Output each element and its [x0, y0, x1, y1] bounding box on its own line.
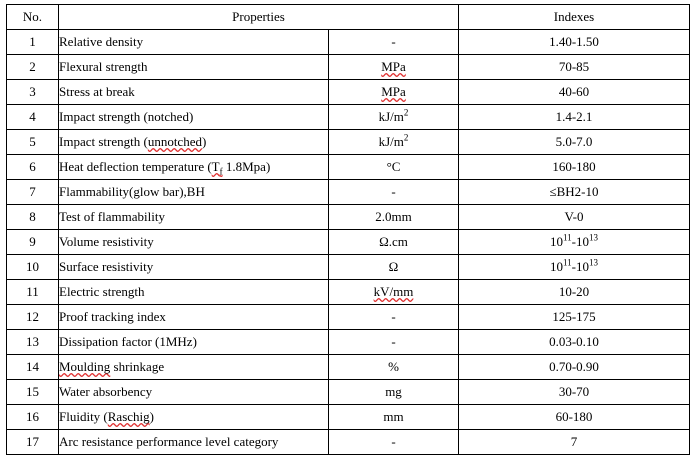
column-header-no: No.	[7, 5, 59, 30]
row-property: Proof tracking index	[59, 305, 329, 330]
row-property-misspelled: Moulding	[59, 359, 111, 374]
table-row	[7, 30, 690, 55]
row-number: 7	[7, 180, 59, 205]
table-row	[7, 230, 690, 255]
table-header-row	[7, 5, 690, 30]
row-property-misspelled: Raschig	[107, 409, 150, 424]
table-row	[7, 80, 690, 105]
row-property: Test of flammability	[59, 205, 329, 230]
row-property: Impact strength (unnotched)	[59, 130, 329, 155]
row-unit: -	[329, 430, 459, 455]
row-index: 0.03-0.10	[459, 330, 690, 355]
index-exponent: 11	[562, 232, 572, 243]
table-row	[7, 305, 690, 330]
row-property: Volume resistivity	[59, 230, 329, 255]
row-number: 6	[7, 155, 59, 180]
row-index: 5.0-7.0	[459, 130, 690, 155]
row-unit: -	[329, 180, 459, 205]
row-unit: mg	[329, 380, 459, 405]
row-number: 16	[7, 405, 59, 430]
table-row	[7, 330, 690, 355]
unit-exponent: 2	[403, 132, 409, 143]
row-index: 70-85	[459, 55, 690, 80]
row-number: 15	[7, 380, 59, 405]
row-number: 17	[7, 430, 59, 455]
row-unit: %	[329, 355, 459, 380]
row-unit: $kJ/m^2$	[329, 105, 459, 130]
row-index: 10-20	[459, 280, 690, 305]
row-index: 160-180	[459, 155, 690, 180]
row-index: V-0	[459, 205, 690, 230]
row-unit: -	[329, 30, 459, 55]
table-row	[7, 205, 690, 230]
table-row	[7, 405, 690, 430]
row-unit: $kJ/m^2$	[329, 130, 459, 155]
row-index: 125-175	[459, 305, 690, 330]
properties-table	[6, 4, 690, 455]
row-number: 4	[7, 105, 59, 130]
row-number: 12	[7, 305, 59, 330]
row-number: 3	[7, 80, 59, 105]
row-unit: mm	[329, 405, 459, 430]
row-index: ≤BH2-10	[459, 180, 690, 205]
row-property-symbol: $T_f$	[211, 159, 223, 177]
row-index: 60-180	[459, 405, 690, 430]
row-number: 1	[7, 30, 59, 55]
index-exponent: 13	[589, 257, 598, 268]
row-property: Flammability(glow bar),BH	[59, 180, 329, 205]
row-number: 14	[7, 355, 59, 380]
row-index: 1.4-2.1	[459, 105, 690, 130]
row-unit	[329, 80, 459, 105]
table-row	[7, 355, 690, 380]
row-unit: °C	[329, 155, 459, 180]
row-property: Fluidity (Raschig)	[59, 405, 329, 430]
index-exponent: 11	[562, 257, 572, 268]
row-index: 40-60	[459, 80, 690, 105]
index-exponent: 13	[589, 232, 598, 243]
row-number: 5	[7, 130, 59, 155]
row-unit: Ω.cm	[329, 230, 459, 255]
row-index: 30-70	[459, 380, 690, 405]
row-property: Moulding shrinkage	[59, 355, 329, 380]
row-property: Stress at break	[59, 80, 329, 105]
row-unit: -	[329, 305, 459, 330]
row-unit	[329, 55, 459, 80]
row-unit	[329, 280, 459, 305]
unit-exponent: 2	[403, 107, 409, 118]
row-index: $10^{11}-10^{13}$	[459, 230, 690, 255]
table-row	[7, 55, 690, 80]
column-header-indexes: Indexes	[459, 5, 690, 30]
row-number: 9	[7, 230, 59, 255]
row-property-misspelled: unnotched	[147, 134, 202, 149]
row-unit: Ω	[329, 255, 459, 280]
row-unit-text: kV/mm	[373, 284, 414, 299]
table-row	[7, 280, 690, 305]
row-property: Relative density	[59, 30, 329, 55]
row-index: 1.40-1.50	[459, 30, 690, 55]
row-property: Flexural strength	[59, 55, 329, 80]
row-number: 11	[7, 280, 59, 305]
row-unit: -	[329, 330, 459, 355]
row-property: Dissipation factor (1MHz)	[59, 330, 329, 355]
row-index: $10^{11}-10^{13}$	[459, 255, 690, 280]
row-number: 13	[7, 330, 59, 355]
row-number: 10	[7, 255, 59, 280]
row-unit-text: MPa	[381, 59, 406, 74]
row-index: 7	[459, 430, 690, 455]
column-header-properties: Properties	[59, 5, 459, 30]
table-row	[7, 180, 690, 205]
row-property: Surface resistivity	[59, 255, 329, 280]
table-row	[7, 380, 690, 405]
table-row	[7, 430, 690, 455]
row-property: Heat deflection temperature ($T_f$ 1.8Mpa)	[59, 155, 329, 180]
row-property: Impact strength (notched)	[59, 105, 329, 130]
row-unit-text: MPa	[381, 84, 406, 99]
row-unit: 2.0mm	[329, 205, 459, 230]
row-index: 0.70-0.90	[459, 355, 690, 380]
subscript-f: f	[219, 166, 223, 177]
row-property: Water absorbency	[59, 380, 329, 405]
row-number: 2	[7, 55, 59, 80]
table-row	[7, 130, 690, 155]
table-row	[7, 105, 690, 130]
table-row	[7, 255, 690, 280]
row-property: Electric strength	[59, 280, 329, 305]
row-number: 8	[7, 205, 59, 230]
row-property: Arc resistance performance level category	[59, 430, 329, 455]
table-row	[7, 155, 690, 180]
